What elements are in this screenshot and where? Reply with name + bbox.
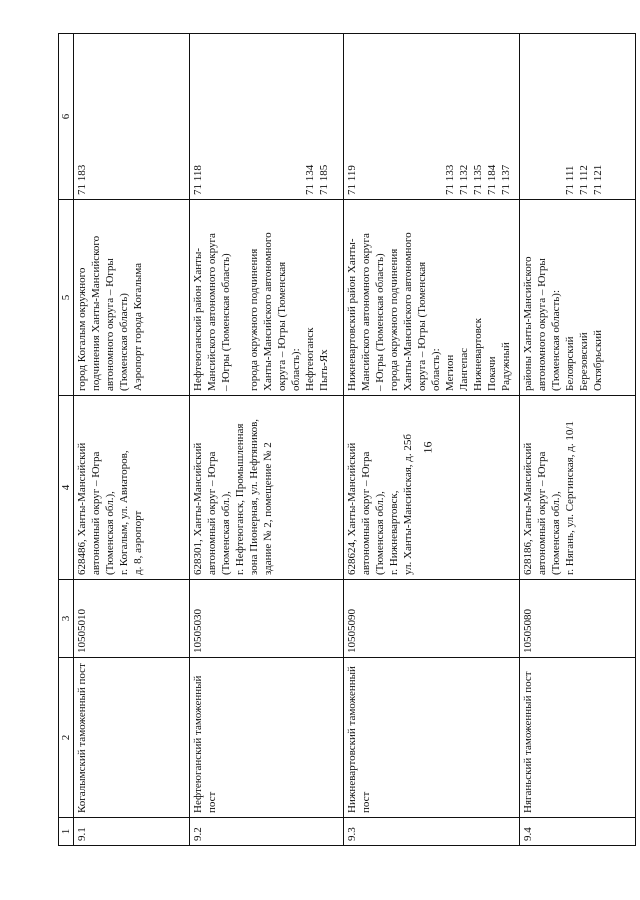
cell-line bbox=[521, 38, 535, 195]
cell-line: округа – Югры (Тюменская bbox=[416, 261, 428, 391]
cell-line: (Тюменская обл.), bbox=[374, 491, 386, 575]
cell-line bbox=[373, 38, 387, 195]
cell-line bbox=[549, 38, 563, 195]
okato-codes bbox=[520, 34, 636, 200]
post-name: Нефтеюганский таможенный пост bbox=[190, 658, 344, 818]
cell-line: автономный округ – Югра bbox=[90, 451, 102, 575]
post-address bbox=[344, 396, 520, 580]
post-code: 10505010 bbox=[74, 580, 190, 658]
post-code: 10505090 bbox=[344, 580, 520, 658]
post-name: Когалымский таможенный пост bbox=[74, 658, 190, 818]
cell-line: 71 133 bbox=[444, 164, 456, 195]
cell-line: Покачи bbox=[486, 356, 498, 391]
cell-line: Нижневартовский район Ханты- bbox=[346, 238, 358, 391]
cell-line: автономный округ – Югра bbox=[206, 451, 218, 575]
post-address bbox=[74, 396, 190, 580]
post-territory bbox=[344, 200, 520, 396]
cell-line: автономный округ – Югра bbox=[360, 451, 372, 575]
cell-line: округа – Югры (Тюменская bbox=[276, 261, 288, 391]
cell-line: ул. Ханты-Мансийская, д. 25б bbox=[402, 434, 414, 575]
cell-line: Лангепас bbox=[458, 347, 470, 391]
table-row bbox=[190, 34, 344, 846]
cell-line: (Тюменская область): bbox=[550, 289, 562, 391]
cell-line: здание № 2, помещение № 2 bbox=[262, 442, 274, 575]
header-cell: 3 bbox=[59, 580, 74, 658]
cell-line: г. Когалым, ул. Авиаторов, bbox=[118, 450, 130, 575]
post-territory bbox=[74, 200, 190, 396]
row-number: 9.4 bbox=[520, 818, 636, 846]
okato-codes bbox=[190, 34, 344, 200]
cell-line bbox=[219, 38, 233, 195]
cell-line: Ханты-Мансийского автономного bbox=[402, 232, 414, 391]
cell-line: 71 135 bbox=[472, 164, 484, 195]
cell-line: Нижневартовск bbox=[472, 317, 484, 391]
cell-line bbox=[401, 38, 415, 195]
post-code: 10505080 bbox=[520, 580, 636, 658]
page-number: 16 bbox=[420, 441, 435, 454]
cell-line: 71 121 bbox=[592, 164, 604, 195]
header-row bbox=[59, 34, 74, 846]
cell-line: города окружного подчинения bbox=[248, 248, 260, 391]
header-cell: 5 bbox=[59, 200, 74, 396]
cell-line: Мансийского автономного округа bbox=[206, 233, 218, 391]
cell-line: Нефтеюганск bbox=[304, 327, 316, 391]
cell-line: 71 118 bbox=[192, 165, 204, 195]
cell-line: автономного округа – Югры bbox=[536, 258, 548, 391]
cell-line: область): bbox=[290, 348, 302, 391]
row-number: 9.3 bbox=[344, 818, 520, 846]
cell-line bbox=[415, 38, 429, 195]
cell-line: (Тюменская область) bbox=[118, 293, 130, 391]
cell-line: Нефтеюганский район Ханты- bbox=[192, 247, 204, 391]
cell-line bbox=[233, 204, 247, 391]
row-number: 9.1 bbox=[74, 818, 190, 846]
cell-line: районы Ханты-Мансийского bbox=[522, 256, 534, 391]
header-cell: 4 bbox=[59, 396, 74, 580]
cell-line: автономный округ – Югра bbox=[536, 451, 548, 575]
cell-line bbox=[535, 38, 549, 195]
cell-line: 71 184 bbox=[486, 164, 498, 195]
cell-line: 71 185 bbox=[318, 164, 330, 195]
cell-line: автономного округа – Югры bbox=[104, 258, 116, 391]
cell-line: подчинения Ханты-Мансийского bbox=[90, 235, 102, 391]
cell-line bbox=[247, 38, 261, 195]
cell-line: Ханты-Мансийского автономного bbox=[262, 232, 274, 391]
cell-line: Березовский bbox=[578, 332, 590, 391]
cell-line bbox=[205, 38, 219, 195]
cell-line: 71 112 bbox=[578, 165, 590, 195]
cell-line bbox=[233, 38, 247, 195]
post-code: 10505030 bbox=[190, 580, 344, 658]
cell-line: Белоярский bbox=[564, 336, 576, 391]
cell-line: 628186, Ханты-Мансийский bbox=[522, 442, 534, 575]
cell-line bbox=[387, 38, 401, 195]
cell-line: г. Нефтеюганск, Промышленная bbox=[234, 423, 246, 575]
cell-line bbox=[289, 38, 303, 195]
cell-line: 71 134 bbox=[304, 164, 316, 195]
post-name: Няганьский таможенный пост bbox=[520, 658, 636, 818]
cell-line: 628624, Ханты-Мансийский bbox=[346, 442, 358, 575]
cell-line: Пыть-Ях bbox=[318, 349, 330, 391]
post-address bbox=[520, 396, 636, 580]
cell-line: города окружного подчинения bbox=[388, 248, 400, 391]
cell-line: зона Пионерная, ул. Нефтяников, bbox=[248, 418, 260, 575]
cell-line: (Тюменская обл.), bbox=[220, 491, 232, 575]
cell-line: область): bbox=[430, 348, 442, 391]
cell-line bbox=[359, 38, 373, 195]
cell-line: 628301, Ханты-Мансийский bbox=[192, 442, 204, 575]
table bbox=[58, 33, 636, 846]
post-territory bbox=[190, 200, 344, 396]
cell-line: – Югры (Тюменская область) bbox=[220, 253, 232, 391]
row-number: 9.2 bbox=[190, 818, 344, 846]
cell-line bbox=[261, 38, 275, 195]
cell-line: Мансийского автономного округа bbox=[360, 233, 372, 391]
cell-line bbox=[429, 38, 443, 195]
table-row bbox=[74, 34, 190, 846]
cell-line: 71 137 bbox=[500, 164, 512, 195]
cell-line: Мегион bbox=[444, 354, 456, 391]
cell-line: д. 8, аэропорт bbox=[132, 510, 144, 575]
cell-line: (Тюменская обл.), bbox=[104, 491, 116, 575]
cell-line: 71 119 bbox=[346, 165, 358, 195]
cell-line: 71 132 bbox=[458, 164, 470, 195]
table-row bbox=[344, 34, 520, 846]
cell-line: г. Нягань, ул. Сергинская, д. 10/1 bbox=[564, 421, 576, 575]
cell-line: – Югры (Тюменская область) bbox=[374, 253, 386, 391]
cell-line: Аэропорт города Когалыма bbox=[132, 262, 144, 391]
cell-line: 71 111 bbox=[564, 165, 576, 195]
header-cell: 6 bbox=[59, 34, 74, 200]
cell-line: (Тюменская обл.), bbox=[550, 491, 562, 575]
cell-line: 71 183 bbox=[76, 164, 88, 195]
cell-line: Октябрьский bbox=[592, 330, 604, 391]
cell-line: 628486, Ханты-Мансийский bbox=[76, 442, 88, 575]
customs-table bbox=[58, 34, 629, 846]
cell-line: г. Нижневартовск, bbox=[388, 490, 400, 575]
cell-line bbox=[275, 38, 289, 195]
table-row bbox=[520, 34, 636, 846]
post-territory bbox=[520, 200, 636, 396]
header-cell: 1 bbox=[59, 818, 74, 846]
cell-line: город Когалым окружного bbox=[76, 267, 88, 391]
post-address bbox=[190, 396, 344, 580]
okato-codes bbox=[74, 34, 190, 200]
header-cell: 2 bbox=[59, 658, 74, 818]
post-name: Нижневартовский таможенный пост bbox=[344, 658, 520, 818]
okato-codes bbox=[344, 34, 520, 200]
cell-line: Радужный bbox=[500, 342, 512, 391]
